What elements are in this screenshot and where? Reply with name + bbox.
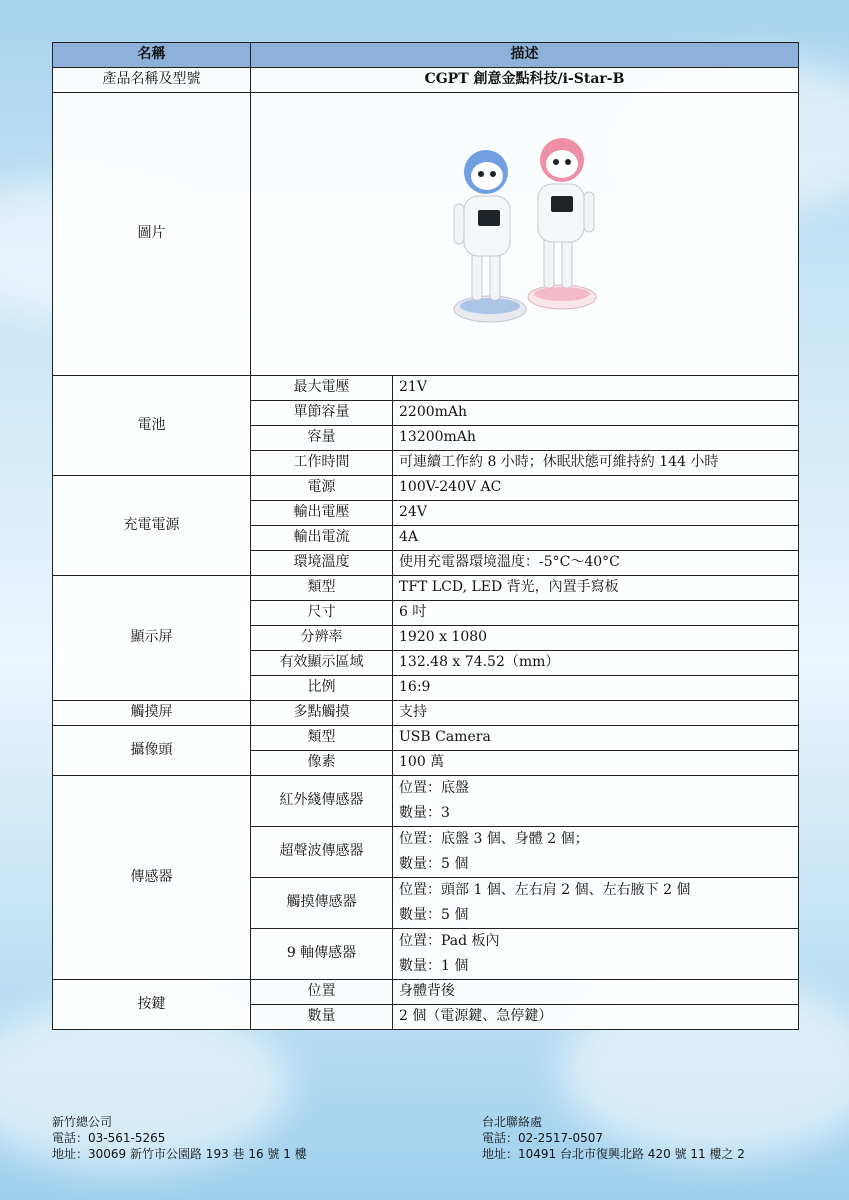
table-row [53, 376, 799, 401]
display-value: 132.48 x 74.52（mm） [393, 651, 799, 676]
battery-value: 21V [393, 376, 799, 401]
product-label: 產品名稱及型號 [53, 68, 251, 93]
camera-key: 類型 [251, 726, 393, 751]
display-label: 顯示屏 [53, 576, 251, 701]
touchscreen-key: 多點觸摸 [251, 701, 393, 726]
footer-taipei-title: 台北聯絡處 [482, 1115, 543, 1129]
table-row [53, 980, 799, 1005]
table-header-row [53, 43, 799, 68]
sensor-quantity: 數量：5 個 [399, 856, 469, 872]
table-row [53, 476, 799, 501]
battery-key: 單節容量 [251, 401, 393, 426]
header-name: 名稱 [53, 43, 251, 68]
display-key: 尺寸 [251, 601, 393, 626]
charger-key: 輸出電壓 [251, 501, 393, 526]
table-row [53, 93, 799, 376]
sensor-value [393, 776, 799, 827]
sensor-position: 位置：底盤 [399, 780, 469, 796]
battery-key: 工作時間 [251, 451, 393, 476]
charger-value: 使用充電器環境溫度：-5°C～40°C [393, 551, 799, 576]
battery-value: 13200mAh [393, 426, 799, 451]
sensor-key: 紅外綫傳感器 [251, 776, 393, 827]
footer-hsinchu-title: 新竹總公司 [52, 1115, 113, 1129]
charger-key: 電源 [251, 476, 393, 501]
table-row [53, 68, 799, 93]
sensor-key: 超聲波傳感器 [251, 827, 393, 878]
display-key: 類型 [251, 576, 393, 601]
sensor-key: 觸摸傳感器 [251, 878, 393, 929]
sensors-label: 傳感器 [53, 776, 251, 980]
footer-taipei-phone: 電話：02-2517-0507 [482, 1131, 604, 1145]
battery-key: 最大電壓 [251, 376, 393, 401]
keys-key: 位置 [251, 980, 393, 1005]
charger-label: 充電電源 [53, 476, 251, 576]
display-value: 1920 x 1080 [393, 626, 799, 651]
keys-key: 數量 [251, 1005, 393, 1030]
table-row [53, 776, 799, 827]
charger-key: 輸出電流 [251, 526, 393, 551]
spec-table [52, 42, 799, 1030]
touchscreen-label: 觸摸屏 [53, 701, 251, 726]
footer-taipei-address: 地址：10491 台北市復興北路 420 號 11 樓之 2 [482, 1147, 745, 1161]
table-row [53, 576, 799, 601]
battery-value: 可連續工作約 8 小時；休眠狀態可維持約 144 小時 [393, 451, 799, 476]
sensor-value [393, 827, 799, 878]
table-row [53, 701, 799, 726]
sensor-key: 9 軸傳感器 [251, 929, 393, 980]
keys-value: 身體背後 [393, 980, 799, 1005]
charger-key: 環境溫度 [251, 551, 393, 576]
table-row [53, 726, 799, 751]
charger-value: 24V [393, 501, 799, 526]
sensor-quantity: 數量：1 個 [399, 958, 469, 974]
display-key: 比例 [251, 676, 393, 701]
product-value: CGPT 創意金點科技/i-Star-B [251, 68, 799, 93]
display-key: 有效顯示區域 [251, 651, 393, 676]
display-value: TFT LCD, LED 背光，內置手寫板 [393, 576, 799, 601]
camera-key: 像素 [251, 751, 393, 776]
keys-label: 按鍵 [53, 980, 251, 1030]
picture-label: 圖片 [53, 93, 251, 376]
battery-key: 容量 [251, 426, 393, 451]
sensor-value [393, 878, 799, 929]
camera-label: 攝像頭 [53, 726, 251, 776]
sensor-position: 位置：底盤 3 個、身體 2 個； [399, 831, 589, 847]
sensor-quantity: 數量：3 [399, 805, 450, 821]
charger-value: 4A [393, 526, 799, 551]
battery-label: 電池 [53, 376, 251, 476]
sensor-value [393, 929, 799, 980]
sensor-quantity: 數量：5 個 [399, 907, 469, 923]
footer-taipei [482, 1114, 745, 1162]
display-value: 6 吋 [393, 601, 799, 626]
touchscreen-value: 支持 [393, 701, 799, 726]
header-desc: 描述 [251, 43, 799, 68]
sensor-position: 位置：頭部 1 個、左右肩 2 個、左右腋下 2 個 [399, 882, 691, 898]
picture-cell [251, 93, 799, 376]
footer-hsinchu-address: 地址：30069 新竹市公園路 193 巷 16 號 1 樓 [52, 1147, 307, 1161]
battery-value: 2200mAh [393, 401, 799, 426]
footer-hsinchu [52, 1114, 307, 1162]
display-value: 16:9 [393, 676, 799, 701]
robots-image [450, 134, 600, 334]
charger-value: 100V-240V AC [393, 476, 799, 501]
camera-value: USB Camera [393, 726, 799, 751]
keys-value: 2 個（電源鍵、急停鍵） [393, 1005, 799, 1030]
camera-value: 100 萬 [393, 751, 799, 776]
sensor-position: 位置：Pad 板內 [399, 933, 500, 949]
display-key: 分辨率 [251, 626, 393, 651]
footer-hsinchu-phone: 電話：03-561-5265 [52, 1131, 166, 1145]
